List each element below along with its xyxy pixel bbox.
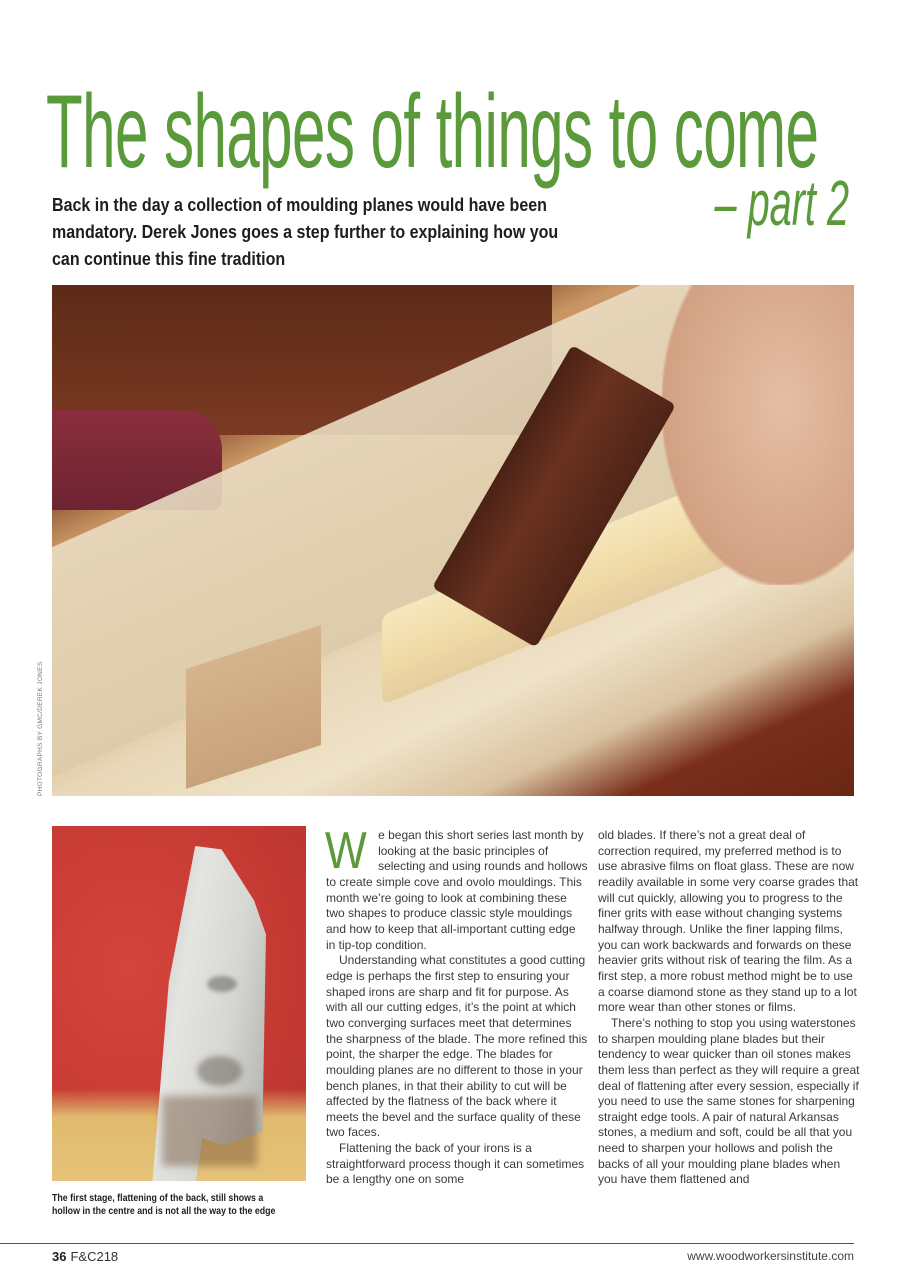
photo-credit: PHOTOGRAPHS BY GMC/DEREK JONES — [37, 661, 44, 796]
body-column-1 — [325, 822, 588, 1188]
website-link[interactable]: www.woodworkersinstitute.com — [687, 1249, 854, 1263]
photo-caption — [52, 1192, 322, 1218]
article-title-text: The shapes of things to come — [46, 74, 819, 190]
body-paragraph — [325, 822, 588, 953]
hero-photo — [52, 285, 854, 796]
blade-hollow-mark — [207, 976, 237, 992]
caption-line: The first stage, flattening of the back, still shows a — [52, 1192, 264, 1204]
blade-rust — [162, 1096, 257, 1166]
standfirst-line: Back in the day a collection of moulding planes would have been — [52, 195, 547, 215]
body-paragraph: old blades. If there’s not a great deal of correction required, my preferred method is to use abrasive films on float glass. These are now readily available in some very coarse grades that will cut quickly, allowing you to progress to the finer grits with ease without changing systems halfway through. Unlike the finer lapping films, you can work backwards and forwards on these heavier grits without risk of tearing the film. As a first step, a more robust method might be to use a coarse diamond stone as they stand up to a lot more wear than other stones or films. — [598, 828, 859, 1015]
page-number: 36 — [52, 1249, 67, 1264]
standfirst-line: can continue this fine tradition — [52, 249, 286, 269]
folio — [52, 1249, 118, 1264]
standfirst-line: mandatory. Derek Jones goes a step further to explaining how you — [52, 222, 559, 242]
body-column-2 — [598, 828, 860, 1188]
inset-photo — [52, 826, 306, 1181]
blade-hollow-mark — [197, 1056, 242, 1086]
hand — [662, 285, 854, 585]
standfirst — [52, 192, 662, 273]
drop-cap: W — [325, 822, 367, 880]
body-paragraph: Understanding what constitutes a good cutting edge is perhaps the first step to ensuring your shaped irons are sharp and fit for purpose. As with all our cutting edges, it’s the point at which two converging surfaces meet that determines the sharpness of the blade. The more refined this point, the sharper the edge. The blades for moulding planes are no different to those in your bench planes, in that their ability to cut will be affected by the flatness of the back where it meets the bevel and the surface quality of these two faces. — [326, 953, 588, 1140]
article-title-suffix: – part 2 — [714, 167, 849, 239]
caption-line: hollow in the centre and is not all the way to the edge — [52, 1205, 276, 1217]
footer-divider — [0, 1243, 854, 1244]
body-paragraph: Flattening the back of your irons is a straightforward process though it can sometimes be a lengthy one on some — [326, 1141, 585, 1187]
issue-number: F&C218 — [70, 1249, 119, 1264]
body-paragraph: There’s nothing to stop you using waterstones to sharpen moulding plane blades but their tendency to wear quicker than oil stones makes them less than perfect as they will require a great deal of flattening after every session, especially if you need to use the same stones for sharpening straight edge tools. A pair of natural Arkansas stones, a medium and soft, could be all that you need to sharpen your hollows and polish the backs of all your moulding plane blades when you have them flattened and — [598, 1015, 860, 1187]
paragraph-text: e began this short series last month by looking at the basic principles of selecting and using rounds and hollows to create simple cove and ovolo mouldings. This month we’re going to look at combining these two shapes to produce classic style mouldings and how to keep that all-important cutting edge in tip-top condition. — [326, 828, 588, 952]
